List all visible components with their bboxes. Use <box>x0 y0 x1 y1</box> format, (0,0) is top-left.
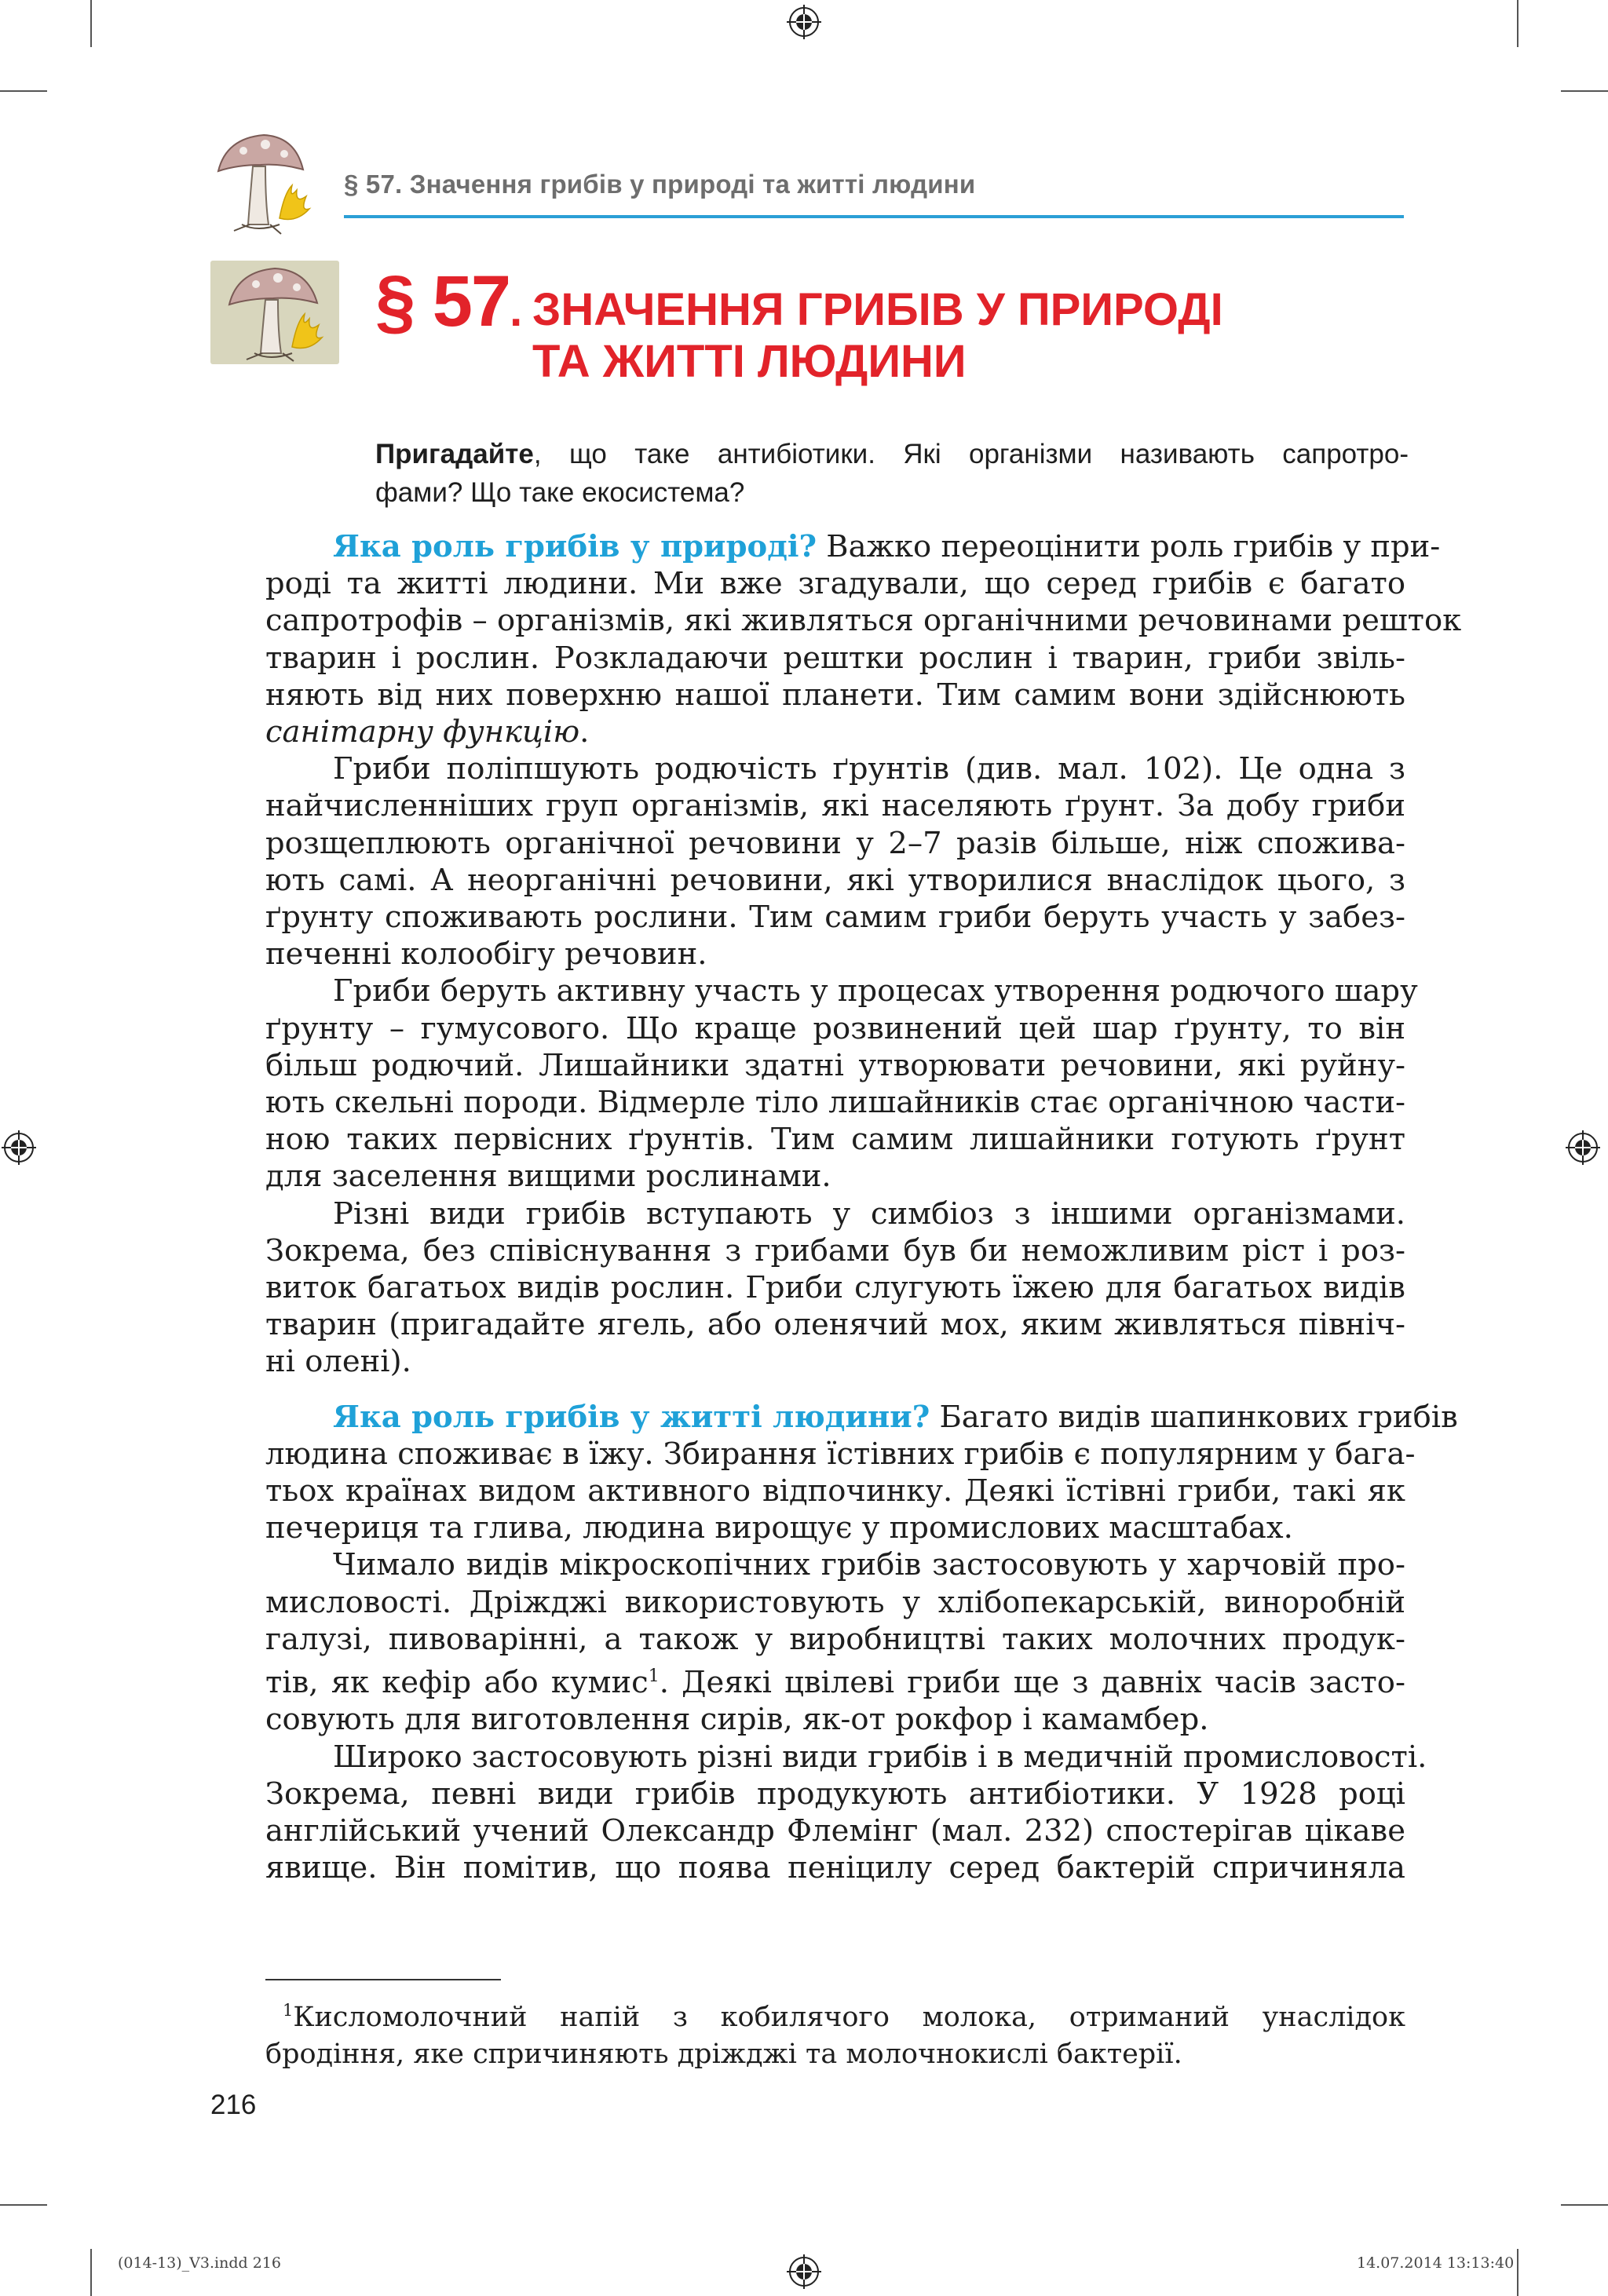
footnote-rule <box>265 1979 501 1980</box>
crop-mark <box>90 2249 92 2296</box>
text-line: сапротрофів – організмів, які живляться органічними речовинами решток <box>265 603 1462 639</box>
text-line: ні олені). <box>265 1344 411 1380</box>
text-span: . Деякі цвілеві гриби ще з давніх часів засто- <box>659 1665 1405 1701</box>
text-line <box>265 528 1441 565</box>
recall-keyword: Пригадайте <box>375 439 534 469</box>
text-line: найчисленніших груп організмів, які населяють ґрунт. За добу гриби <box>265 788 1405 824</box>
section-gap <box>265 1381 1405 1399</box>
paragraph-number <box>375 261 521 341</box>
text-line: англійський учений Олександр Флемінг (мал. 232) спостерігав цікаве <box>265 1812 1405 1849</box>
running-head-rule <box>344 215 1404 218</box>
text-line: Зокрема, певні види грибів продукують антибіотики. У 1928 році <box>265 1776 1405 1812</box>
text-line: печериця та глива, людина вирощує у промислових масштабах. <box>265 1510 1293 1546</box>
paragraph-title-line: ЗНАЧЕННЯ ГРИБІВ У ПРИРОДІ <box>532 284 1223 335</box>
running-head: § 57. Значення грибів у природі та житті людини <box>344 170 976 199</box>
mushroom-icon <box>203 124 320 240</box>
text-line: Гриби поліпшують родючість ґрунтів (див. мал. 102). Це одна з <box>333 751 1405 787</box>
text-line: няють від них поверхню нашої планети. Тим самим вони здійснюють <box>265 677 1405 713</box>
print-slug-date: 14.07.2014 13:13:40 <box>1357 2254 1515 2272</box>
text-line: Гриби беруть активну участь у процесах утворення родючого шару <box>333 973 1418 1009</box>
footnote-ref[interactable]: 1 <box>648 1666 660 1687</box>
italic-term: санітарну функцію <box>265 714 580 750</box>
registration-mark-icon <box>787 5 821 39</box>
text-line: галузі, пивоварінні, а також у виробництві таких молочних продук- <box>265 1621 1405 1657</box>
body-text <box>265 528 1462 1886</box>
text-line: мисловості. Дріжджі використовують у хлібопекарській, виноробній <box>265 1584 1405 1620</box>
text-span: Багато видів шапинкових грибів <box>930 1399 1458 1435</box>
text-line: Зокрема, без співіснування з грибами був би неможливим ріст і роз- <box>265 1232 1405 1268</box>
crop-mark <box>1517 2249 1518 2296</box>
footnote-text: Кисломолочний напій з кобилячого молока, отриманий унаслідок <box>293 2002 1405 2033</box>
registration-mark-icon <box>2 1130 36 1165</box>
text-line <box>265 714 1405 750</box>
section-question: Яка роль грибів у природі? <box>333 529 817 564</box>
footnote-line <box>265 1992 1405 2036</box>
text-line: розщеплюють органічної речовини у 2–7 разів більше, ніж спожива- <box>265 825 1405 861</box>
text-line <box>265 1658 1405 1701</box>
text-line: роді та житті людини. Ми вже згадували, що серед грибів є багато <box>265 566 1405 602</box>
crop-mark <box>1561 2204 1608 2206</box>
paragraph-title <box>532 284 1223 388</box>
crop-mark <box>0 90 47 92</box>
paragraph-number-dot: . <box>510 285 521 336</box>
text-line: печенні колообігу речовин. <box>265 936 707 973</box>
recall-line: фами? Що таке екосистема? <box>375 477 745 508</box>
crop-mark <box>90 0 92 47</box>
text-span: тів, як кефір або кумис <box>265 1665 649 1701</box>
paragraph-title-line: ТА ЖИТТІ ЛЮДИНИ <box>532 336 967 387</box>
text-line <box>265 1399 1458 1436</box>
text-line: совують для виготовлення сирів, як-от рокфор і камамбер. <box>265 1702 1209 1738</box>
text-span: . <box>579 714 590 750</box>
text-line: людина споживає в їжу. Збирання їстівних грибів є популярним у бага- <box>265 1436 1416 1472</box>
text-line: тварин і рослин. Розкладаючи рештки рослин і тварин, гриби звіль- <box>265 640 1405 676</box>
footnote-line: бродіння, яке спричиняють дріжджі та молочнокислі бактерії. <box>265 2039 1182 2070</box>
text-line: ють самі. А неорганічні речовини, які утворилися внаслідок цього, з <box>265 862 1405 898</box>
crop-mark <box>0 2204 47 2206</box>
page-number: 216 <box>210 2090 257 2120</box>
text-line: для заселення вищими рослинами. <box>265 1159 831 1195</box>
recall-block <box>375 435 1409 512</box>
text-line: Широко застосовують різні види грибів і в медичній промисловості. <box>333 1739 1427 1775</box>
paragraph-number-text: § 57 <box>375 261 510 341</box>
recall-line <box>375 435 1409 473</box>
text-line: ґрунту – гумусового. Що краще розвинений цей шар ґрунту, то він <box>265 1010 1405 1046</box>
text-line: тьох країнах видом активного відпочинку. Деякі їстівні гриби, такі як <box>265 1473 1405 1509</box>
text-line: ною таких первісних ґрунтів. Тим самим лишайники готують ґрунт <box>265 1122 1405 1158</box>
recall-text: , що таке антибіотики. Які організми називають сапротро- <box>533 439 1409 469</box>
print-slug-file: (014-13)_V3.indd 216 <box>118 2254 281 2272</box>
text-line: тварин (пригадайте ягель, або оленячий мох, яким живляться північ- <box>265 1307 1405 1343</box>
crop-mark <box>1517 0 1518 47</box>
registration-mark-icon <box>1566 1130 1600 1165</box>
text-span: Важко переоцінити роль грибів у при- <box>817 529 1441 564</box>
mushroom-icon <box>210 261 339 364</box>
text-line: явище. Він помітив, що поява пеніцилу серед бактерій спричиняла <box>265 1850 1405 1886</box>
text-line: виток багатьох видів рослин. Гриби слугують їжею для багатьох видів <box>265 1270 1405 1306</box>
footnote <box>265 1992 1405 2073</box>
crop-mark <box>1561 90 1608 92</box>
text-line: Різні види грибів вступають у симбіоз з іншими організмами. <box>333 1195 1405 1232</box>
footnote-mark: 1 <box>283 2001 294 2020</box>
text-line: ють скельні породи. Відмерле тіло лишайників стає органічною части- <box>265 1085 1405 1121</box>
title-illustration <box>210 261 339 364</box>
section-question: Яка роль грибів у житті людини? <box>333 1399 930 1435</box>
text-line: ґрунту споживають рослини. Тим самим гриби беруть участь у забез- <box>265 900 1405 936</box>
text-line: більш родючий. Лишайники здатні утворювати речовини, які руйну- <box>265 1047 1405 1083</box>
text-line: Чимало видів мікроскопічних грибів застосовують у харчовій про- <box>333 1547 1405 1583</box>
registration-mark-icon <box>787 2254 821 2289</box>
